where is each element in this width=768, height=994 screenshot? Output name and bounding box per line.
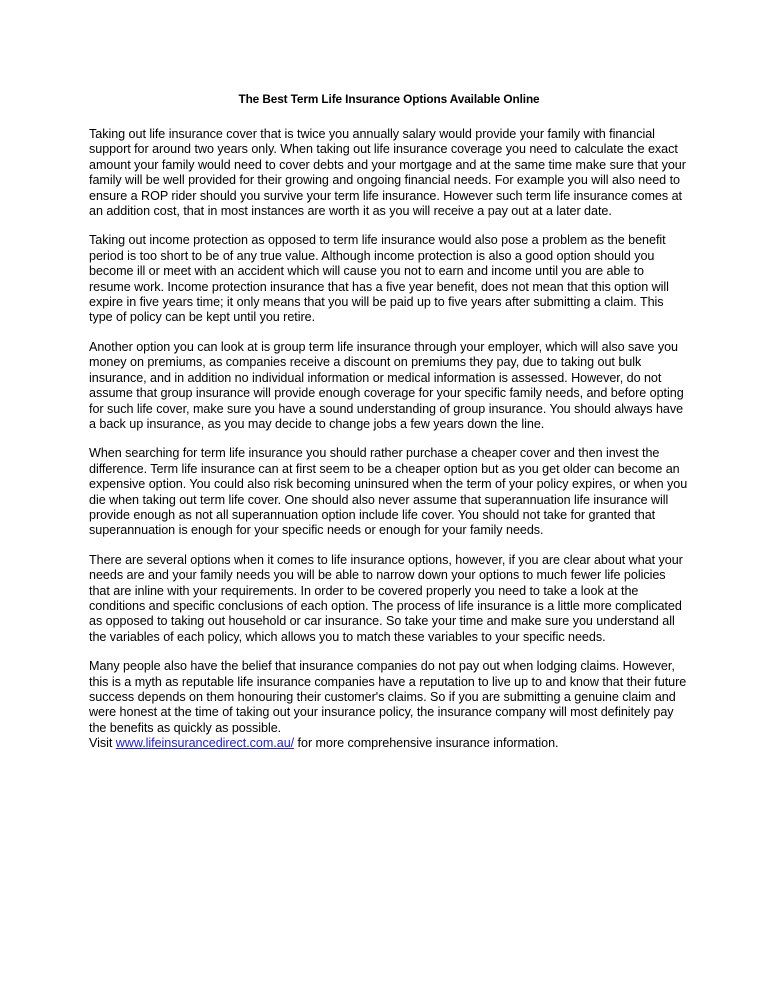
paragraph-2: Taking out income protection as opposed to term life insurance would also pose a problem as the benefit period is too short to be of any true value. Although income protection is also a good option should you become ill or meet with an accident which will cause you not to earn and income until you are able to resume work. Income protection insurance that has a five year benefit, does not mean that this option will expire in five years time; it only means that you will be paid up to five years after submitting a claim. This type of policy can be kept until you retire. bbox=[89, 233, 669, 325]
paragraph-3: Another option you can look at is group term life insurance through your employer, which will also save you money on premiums, as companies receive a discount on premiums they pay, due to taking out bulk insurance, and in addition no individual information or medical information is assessed. However, do not assume that group insurance will provide enough coverage for your specific family needs, and before opting for such life cover, make sure you have a sound understanding of group insurance. You should always have a back up insurance, as you may decide to change jobs a few years down the line. bbox=[89, 339, 684, 431]
website-link[interactable]: www.lifeinsurancedirect.com.au/ bbox=[115, 736, 295, 751]
paragraph-4: When searching for term life insurance you should rather purchase a cheaper cover and then invest the difference. Term life insurance can at first seem to be a cheaper option but as you get older can become an expensive option. You could also risk becoming uninsured when the term of your policy expires, or when you die when taking out term life cover. One should also never assume that superannuation life insurance will provide enough as not all superannuation option include life cover. You should not take for granted that superannuation is enough for your specific needs or enough for your family needs. bbox=[89, 446, 688, 538]
paragraph-6 bbox=[89, 659, 689, 751]
closing-suffix: for more comprehensive insurance information. bbox=[294, 736, 559, 751]
closing-prefix: Visit bbox=[89, 736, 116, 751]
paragraph-6-text: Many people also have the belief that insurance companies do not pay out when lodging claims. However, this is a myth as reputable life insurance companies have a reputation to live up to and know that their future success depends on them honouring their customer's claims. So if you are submitting a genuine claim and were honest at the time of taking out your insurance policy, the insurance company will most definitely pay the benefits as quickly as possible. bbox=[89, 659, 687, 735]
paragraph-1: Taking out life insurance cover that is twice you annually salary would provide your family with financial support for around two years only. When taking out life insurance coverage you need to calculate the exact amount your family would need to cover debts and your mortgage and at the same time make sure that your family will be well provided for their growing and ongoing financial needs. For example you will also need to ensure a ROP rider should you survive your term life insurance. However such term life insurance comes at an addition cost, that in most instances are worth it as you will receive a pay out at a later date. bbox=[89, 127, 686, 219]
document-page bbox=[89, 92, 689, 752]
document-title: The Best Term Life Insurance Options Available Online bbox=[238, 92, 540, 106]
paragraph-5: There are several options when it comes to life insurance options, however, if you are clear about what your needs are and your family needs you will be able to narrow down your options to much fewer life policies that are inline with your requirements. In order to be covered properly you need to take a look at the conditions and specific conclusions of each option. The process of life insurance is a little more complicated as opposed to taking out household or car insurance. So take your time and make sure you understand all the variables of each policy, which allows you to match these variables to your specific needs. bbox=[89, 552, 683, 644]
